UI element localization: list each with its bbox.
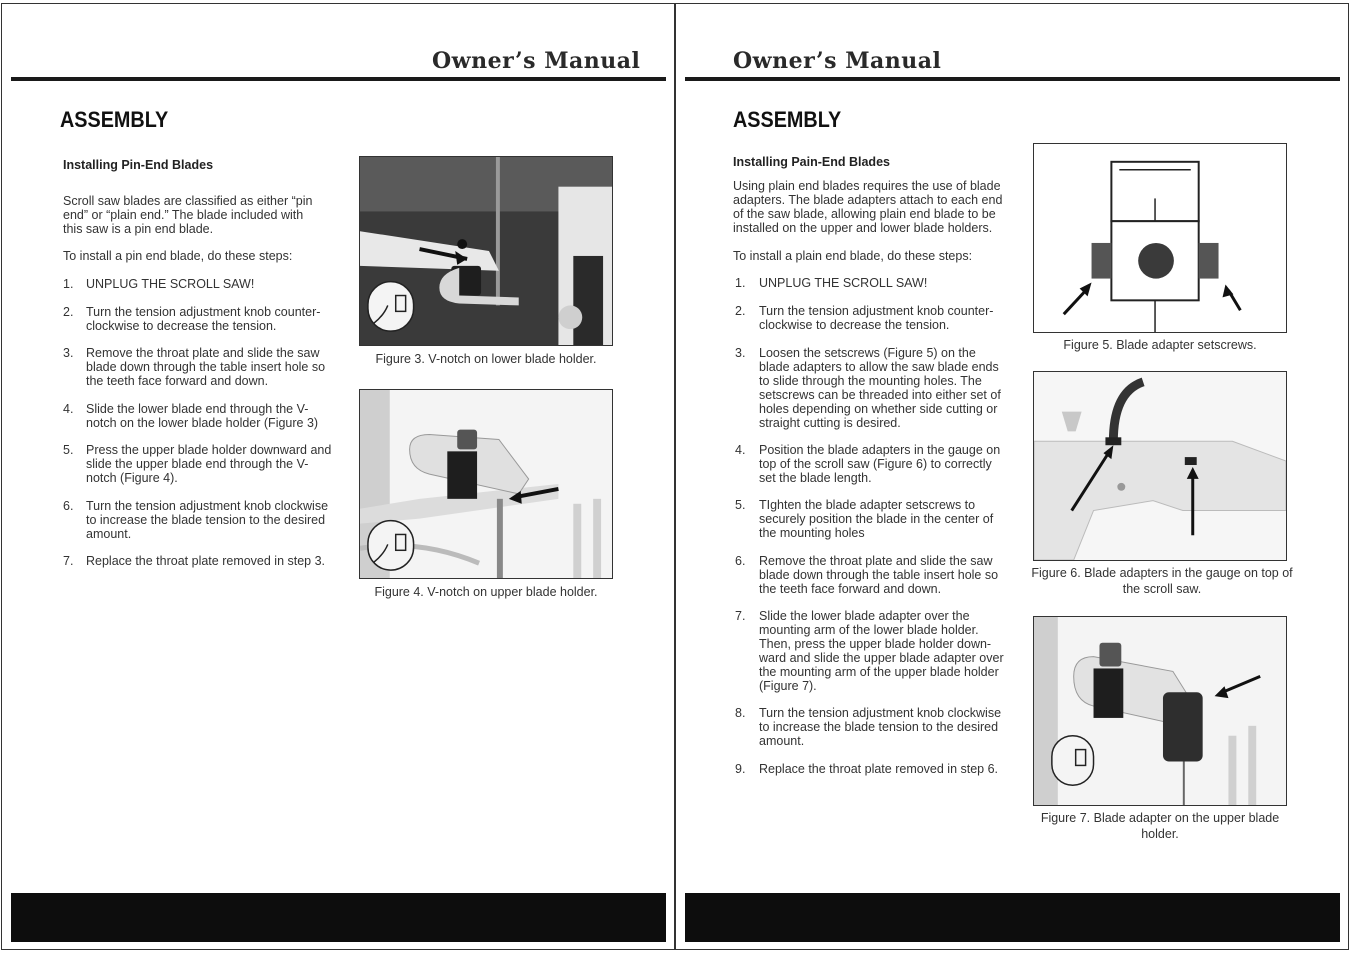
step-text: Turn the tension adjustment knob clockwise to increase the blade tension to the desired amount.	[86, 499, 329, 541]
intro-paragraph: Scroll saw blades are classified as either “pin end” or “plain end.” The blade included with this saw is a pin end blade.	[63, 194, 313, 236]
footer-bar	[685, 893, 1340, 942]
step-text: TIghten the blade adapter setscrews to securely position the blade in the center of the mounting holes	[759, 498, 994, 540]
step-number: 3.	[735, 346, 746, 360]
subheading: Installing Pin-End Blades	[63, 158, 214, 172]
section-title: ASSEMBLY	[60, 107, 169, 132]
figure-3-caption: Figure 3. V-notch on lower blade holder.	[375, 352, 597, 366]
left-page	[1, 3, 675, 950]
figure-7-caption: Figure 7. Blade adapter on the upper blade holder.	[1040, 811, 1280, 841]
step-text: Slide the lower blade end through the V-notch on the lower blade holder (Figure 3)	[86, 402, 319, 430]
step-number: 6.	[735, 554, 746, 568]
step-text: Loosen the setscrews (Figure 5) on the blade adapters to allow the saw blade ends to slide through the mounting holes. The setscrews can be threaded into either set of holes depending on whether side cutting or straight cutting is desired.	[759, 346, 1001, 430]
step-text: Turn the tension adjustment knob counter-clockwise to decrease the tension.	[759, 304, 994, 332]
instruction-text: To install a plain end blade, do these steps:	[733, 249, 973, 263]
footer-bar	[11, 893, 666, 942]
right-page	[675, 3, 1349, 950]
section-title: ASSEMBLY	[733, 107, 842, 132]
figure-5-caption: Figure 5. Blade adapter setscrews.	[1063, 338, 1257, 352]
step-text: Turn the tension adjustment knob counter-clockwise to decrease the tension.	[86, 305, 321, 333]
step-number: 5.	[735, 498, 746, 512]
step-number: 2.	[735, 304, 746, 318]
step-number: 1.	[63, 277, 74, 291]
intro-paragraph: Using plain end blades requires the use of blade adapters. The blade adapters attach to each end of the saw blade, allowing plain end blade to be installed on the upper and lower blade holders.	[733, 179, 1003, 235]
step-number: 7.	[735, 609, 746, 623]
step-text: UNPLUG THE SCROLL SAW!	[759, 276, 928, 290]
step-text: Turn the tension adjustment knob clockwise to increase the blade tension to the desired amount.	[759, 706, 1002, 748]
step-number: 3.	[63, 346, 74, 360]
step-number: 6.	[63, 499, 74, 513]
step-number: 1.	[735, 276, 746, 290]
header-rule	[11, 77, 666, 81]
figure-6-caption: Figure 6. Blade adapters in the gauge on top of the scroll saw.	[1031, 566, 1293, 596]
header-title: Owner’s Manual	[733, 48, 942, 74]
step-number: 8.	[735, 706, 746, 720]
step-text: Slide the lower blade adapter over the mounting arm of the lower blade holder. Then, press the upper blade holder down-ward and slide the upper blade adapter over the mounting arm of the upper blade holder (Figure 7).	[759, 609, 1004, 693]
step-text: Press the upper blade holder downward and slide the upper blade end through the V-notch (Figure 4).	[86, 443, 332, 485]
step-text: UNPLUG THE SCROLL SAW!	[86, 277, 255, 291]
figure-3-image	[359, 156, 613, 346]
step-number: 5.	[63, 443, 74, 457]
step-number: 7.	[63, 554, 74, 568]
step-number: 4.	[63, 402, 74, 416]
figure-4-caption: Figure 4. V-notch on upper blade holder.	[374, 585, 598, 599]
step-text: Remove the throat plate and slide the saw blade down through the table insert hole so the teeth face forward and down.	[759, 554, 999, 596]
step-text: Replace the throat plate removed in step 6.	[759, 762, 999, 776]
instruction-text: To install a pin end blade, do these steps:	[63, 249, 293, 263]
figure-4-image	[359, 389, 613, 579]
figure-7-image	[1033, 616, 1287, 806]
header-title: Owner’s Manual	[432, 48, 641, 74]
step-number: 9.	[735, 762, 746, 776]
figure-6-image	[1033, 371, 1287, 561]
step-number: 4.	[735, 443, 746, 457]
header-rule	[685, 77, 1340, 81]
subheading: Installing Pain-End Blades	[733, 155, 890, 169]
step-text: Remove the throat plate and slide the saw blade down through the table insert hole so the teeth face forward and down.	[86, 346, 326, 388]
step-text: Position the blade adapters in the gauge on top of the scroll saw (Figure 6) to correctly set the blade length.	[759, 443, 1001, 485]
step-number: 2.	[63, 305, 74, 319]
figure-5-image	[1033, 143, 1287, 333]
step-text: Replace the throat plate removed in step 3.	[86, 554, 326, 568]
